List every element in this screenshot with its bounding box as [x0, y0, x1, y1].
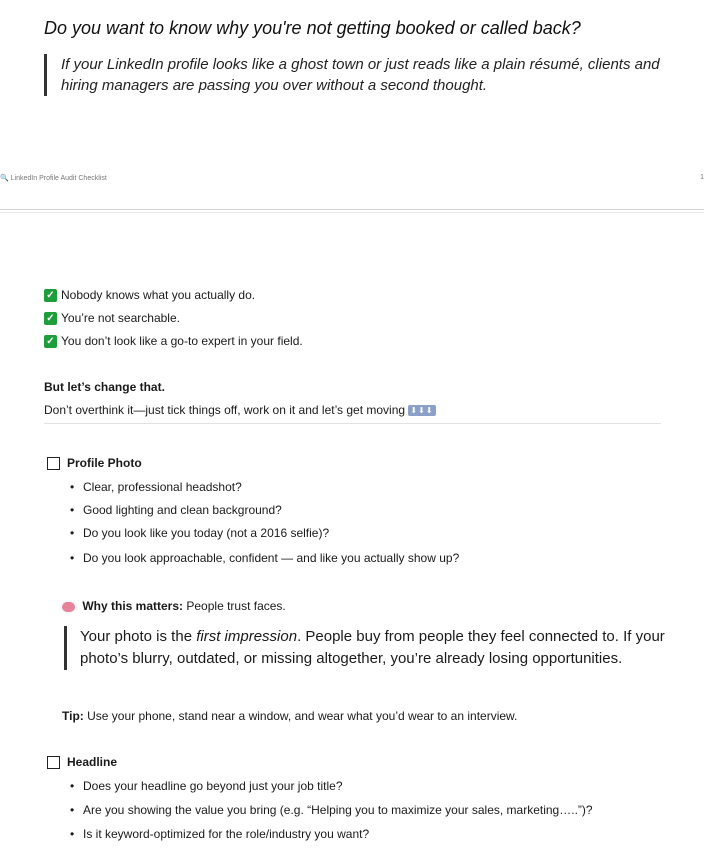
problem-item: [44, 288, 255, 302]
profile-photo-checkbox-row[interactable]: [47, 456, 142, 470]
profile-photo-list: [68, 480, 459, 565]
list-item: • Is it keyword-optimized for the role/industry you want?: [68, 827, 593, 841]
list-item: • Good lighting and clean background?: [68, 503, 459, 526]
check-mark-icon: ✓: [44, 335, 57, 348]
tip-row: [62, 709, 517, 723]
intro-quote: If your LinkedIn profile looks like a ghost town or just reads like a plain résumé, clients and hiring managers are passing you over without a second thought.: [44, 54, 681, 96]
photo-quote: [64, 626, 680, 670]
quote-text: Your photo is the: [80, 628, 197, 645]
section-title: Profile Photo: [67, 456, 142, 470]
quote-text: . People buy from people they feel connected to. If your photo’s blurry, outdated, or missing altogether, you’re already losing opportunities.: [80, 628, 665, 667]
why-text: People trust faces.: [186, 599, 286, 613]
footer-label: 🔍 LinkedIn Profile Audit Checklist: [0, 175, 107, 182]
tip-text: Use your phone, stand near a window, and wear what you’d wear to an interview.: [87, 709, 518, 723]
page-number: 1: [700, 174, 704, 181]
problem-text: Nobody knows what you actually do.: [61, 288, 256, 302]
problem-text: You’re not searchable.: [61, 311, 180, 325]
page-divider: [0, 209, 704, 210]
change-text-row: [44, 403, 436, 417]
problem-item: [44, 311, 180, 325]
headline-checkbox-row[interactable]: [47, 755, 117, 769]
brain-icon: [62, 602, 75, 612]
section-divider: [44, 423, 661, 424]
problem-item: [44, 334, 303, 348]
quote-emphasis: first impression: [196, 628, 298, 645]
section-title: Headline: [67, 755, 118, 769]
list-item: • Do you look approachable, confident — and like you actually show up?: [68, 551, 459, 565]
change-title: But let’s change that.: [44, 380, 165, 394]
problem-text: You don’t look like a go-to expert in your field.: [61, 334, 303, 348]
change-text: Don’t overthink it—just tick things off, work on it and let’s get moving: [44, 403, 406, 417]
page-divider-shadow: [0, 212, 704, 213]
down-arrows-icon: ⬇⬇⬇: [410, 406, 434, 416]
headline-list: [68, 779, 593, 841]
list-item: • Are you showing the value you bring (e.g. “Helping you to maximize your sales, marketing…..”)?: [68, 803, 593, 827]
list-item: • Clear, professional headshot?: [68, 480, 459, 503]
list-item: • Do you look like you today (not a 2016 selfie)?: [68, 526, 459, 551]
checkbox-icon[interactable]: [47, 756, 60, 769]
why-matters-row: [62, 599, 286, 613]
check-mark-icon: ✓: [44, 312, 57, 325]
list-item: • Does your headline go beyond just your job title?: [68, 779, 593, 803]
checkbox-icon[interactable]: [47, 457, 60, 470]
why-label: Why this matters:: [82, 599, 184, 613]
page-heading: Do you want to know why you're not getting booked or called back?: [44, 18, 581, 38]
tip-label: Tip:: [62, 709, 84, 723]
check-mark-icon: ✓: [44, 289, 57, 302]
